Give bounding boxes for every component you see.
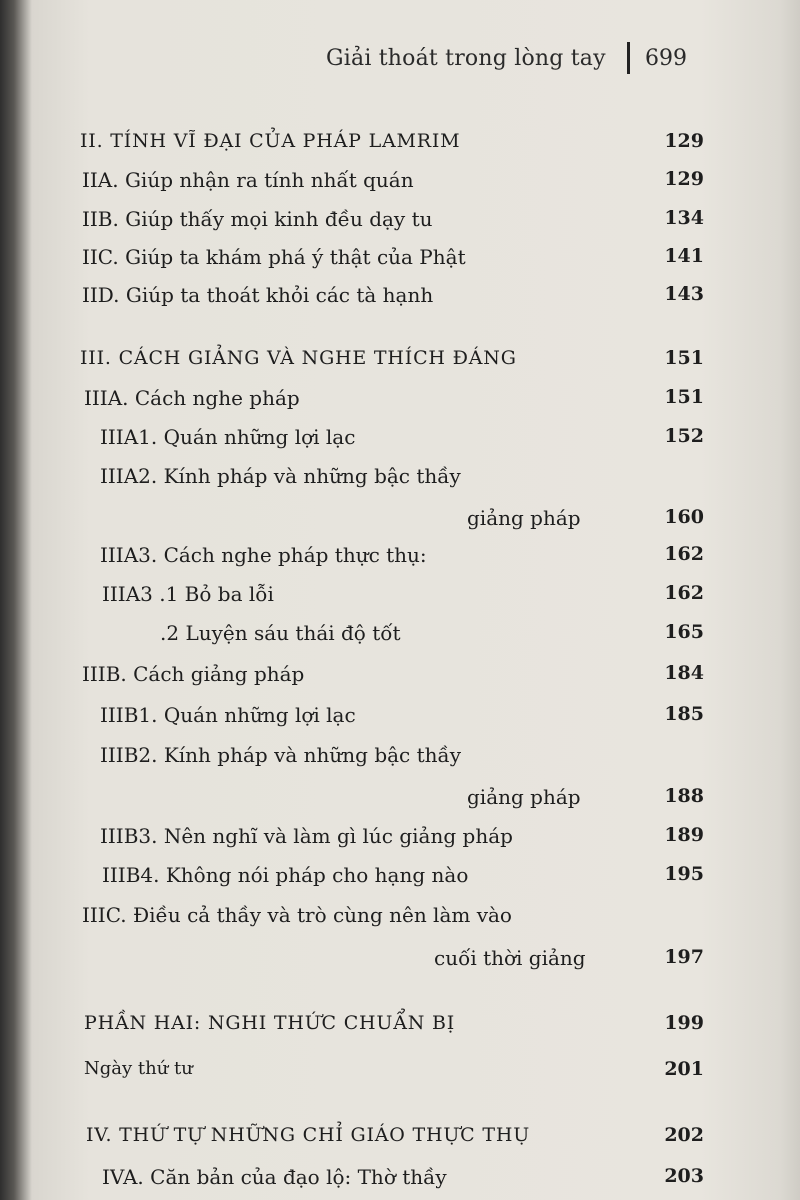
- toc-label: cuối thời giảng: [434, 946, 586, 970]
- toc-page: 184: [664, 662, 704, 684]
- toc-label: PHẦN HAI: NGHI THỨC CHUẨN BỊ: [84, 1012, 456, 1034]
- toc-label: III. CÁCH GIẢNG VÀ NGHE THÍCH ĐÁNG: [80, 347, 517, 369]
- toc-page: 202: [664, 1124, 704, 1146]
- toc-label: IV. THỨ TỰ NHỮNG CHỈ GIÁO THỰC THỤ: [86, 1124, 531, 1146]
- toc-entry: [0, 543, 800, 577]
- toc-entry: [0, 863, 800, 897]
- toc-page: 185: [664, 703, 704, 725]
- toc-page: 162: [664, 543, 704, 565]
- toc-entry: [0, 1012, 800, 1046]
- toc-page: 165: [664, 621, 704, 643]
- toc-entry: [0, 245, 800, 279]
- toc-page: 129: [664, 130, 704, 152]
- toc-entry: [0, 506, 800, 540]
- toc-label: IIIB2. Kính pháp và những bậc thầy: [100, 743, 462, 767]
- header-page-number: 699: [645, 46, 687, 71]
- toc-page: 195: [664, 863, 704, 885]
- toc-label: IVA. Căn bản của đạo lộ: Thờ thầy: [102, 1165, 447, 1189]
- toc-entry: [0, 785, 800, 819]
- toc-page: 201: [664, 1058, 704, 1080]
- toc-entry: [0, 1058, 800, 1092]
- toc-page: 197: [664, 946, 704, 968]
- toc-entry: [0, 662, 800, 696]
- toc-label: .2 Luyện sáu thái độ tốt: [160, 621, 401, 645]
- toc-label: IIIA1. Quán những lợi lạc: [100, 425, 356, 449]
- toc-entry: [0, 743, 800, 777]
- toc-entry: [0, 168, 800, 202]
- toc-entry: [0, 347, 800, 381]
- toc-page: 160: [664, 506, 704, 528]
- toc-entry: [0, 283, 800, 317]
- toc-label: IIIB1. Quán những lợi lạc: [100, 703, 356, 727]
- toc-label: IIC. Giúp ta khám phá ý thật của Phật: [82, 245, 466, 269]
- toc-label: IIB. Giúp thấy mọi kinh đều dạy tu: [82, 207, 433, 231]
- toc-page: 143: [664, 283, 704, 305]
- toc-label: giảng pháp: [467, 506, 581, 530]
- toc-page: 203: [664, 1165, 704, 1187]
- toc-entry: [0, 1165, 800, 1199]
- toc-entry: [0, 386, 800, 420]
- toc-page: 188: [664, 785, 704, 807]
- toc-entry: [0, 464, 800, 498]
- toc-entry: [0, 582, 800, 616]
- toc-label: giảng pháp: [467, 785, 581, 809]
- toc-label: IIIA. Cách nghe pháp: [84, 386, 300, 410]
- toc-page: 134: [664, 207, 704, 229]
- toc-page: 141: [664, 245, 704, 267]
- toc-page: 129: [664, 168, 704, 190]
- toc-page: 151: [664, 386, 704, 408]
- toc-entry: [0, 824, 800, 858]
- toc-label: IIIA3 .1 Bỏ ba lỗi: [102, 582, 274, 606]
- toc-entry: [0, 903, 800, 937]
- toc-page: 152: [664, 425, 704, 447]
- toc-label: IIIC. Điều cả thầy và trò cùng nên làm vào: [82, 903, 512, 927]
- toc-label: Ngày thứ tư: [84, 1058, 193, 1079]
- toc-entry: [0, 946, 800, 980]
- toc-page: 151: [664, 347, 704, 369]
- toc-entry: [0, 207, 800, 241]
- header-title: Giải thoát trong lòng tay: [326, 46, 606, 71]
- toc-entry: [0, 425, 800, 459]
- toc-page: 189: [664, 824, 704, 846]
- toc-label: IIIB3. Nên nghĩ và làm gì lúc giảng pháp: [100, 824, 513, 848]
- toc-page: 162: [664, 582, 704, 604]
- toc-label: IIIB4. Không nói pháp cho hạng nào: [102, 863, 469, 887]
- toc-label: IID. Giúp ta thoát khỏi các tà hạnh: [82, 283, 434, 307]
- toc-entry: [0, 130, 800, 164]
- toc-page: 199: [664, 1012, 704, 1034]
- toc-entry: [0, 1124, 800, 1158]
- toc-label: II. TÍNH VĨ ĐẠI CỦA PHÁP LAMRIM: [80, 130, 461, 152]
- toc-label: IIIA3. Cách nghe pháp thực thụ:: [100, 543, 427, 567]
- toc-label: IIIA2. Kính pháp và những bậc thầy: [100, 464, 461, 488]
- toc-label: IIIB. Cách giảng pháp: [82, 662, 305, 686]
- toc-entry: [0, 703, 800, 737]
- toc-entry: [0, 621, 800, 655]
- toc-label: IIA. Giúp nhận ra tính nhất quán: [82, 168, 414, 192]
